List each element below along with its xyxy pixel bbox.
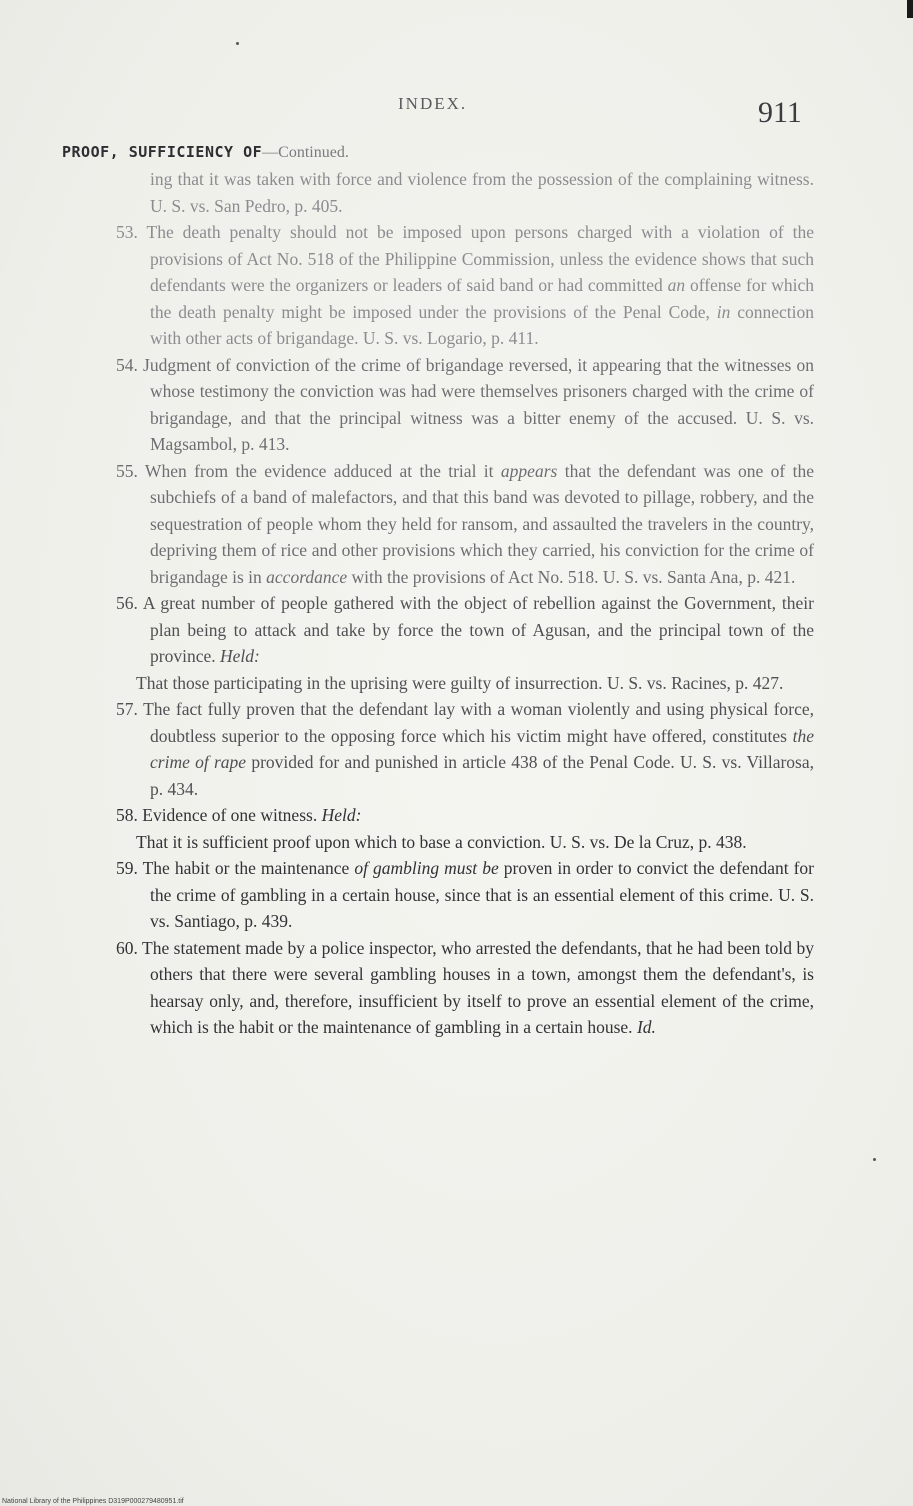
index-entry-56-holding: That those participating in the uprising were guilty of insurrection. U. S. vs. Racines, p. 427. xyxy=(136,672,784,693)
section-title: PROOF, SUFFICIENCY OF xyxy=(62,143,263,161)
index-entry-54: 54. Judgment of conviction of the crime of brigandage reversed, it appearing that the witnesses on whose testimony the conviction was had were themselves prisoners charged with the crime of brigandage, and that the principal witness was a bitter enemy of the accused. U. S. vs. Magsambol, p. 413. xyxy=(116,354,814,454)
case-citation: U. S. vs. Racines, p. 427. xyxy=(606,672,784,693)
running-head: INDEX. xyxy=(398,94,468,113)
page-number: 911 xyxy=(758,96,802,129)
held-label: Held: xyxy=(219,646,260,666)
index-entry-55: 55. When from the evidence adduced at the trial it appears that the defendant was one of the subchiefs of a band of malefactors, and that this band was devoted to pillage, robbery, and the sequestration of people whom they held for ransom, and assaulted the travelers in the country, depriving them of rice and other provisions which they carried, his conviction for the crime of brigandage is in accordance with the provisions of Act No. 518. U. S. vs. Santa Ana, p. 421. xyxy=(116,460,815,587)
index-entry-58-holding: That it is sufficient proof upon which to base a conviction. U. S. vs. De la Cruz, p. 438. xyxy=(136,831,747,852)
case-citation: Id. xyxy=(636,1017,656,1037)
index-entry-53: 53. The death penalty should not be imposed upon persons charged with a violation of the provisions of Act No. 518 of the Philippine Commission, unless the evidence shows that such defendants were the organizers or leaders of said band or had committed an offense for which the death penalty might be imposed under the provisions of the Penal Code, in connection with other acts of brigandage. U. S. vs. Logario, p. 411. xyxy=(116,222,815,348)
scan-credit: National Library of the Philippines D319P000279480951.tif xyxy=(2,1498,184,1505)
continued-entry: ing that it was taken with force and violence from the possession of the complaining witness. U. S. vs. San Pedro, p. 405. xyxy=(150,169,814,216)
scan-speck xyxy=(236,42,239,45)
index-entry-59: 59. The habit or the maintenance of gambling must be proven in order to convict the defendant for the crime of gambling in a certain house, since that is an essential element of this crime. U. S. vs. Santiago, p. 439. xyxy=(116,858,815,931)
case-citation: U. S. vs. Logario, p. 411. xyxy=(362,328,539,348)
case-citation: U. S. vs. Santa Ana, p. 421. xyxy=(602,566,796,587)
section-heading xyxy=(62,142,349,163)
scan-edge-mark xyxy=(907,0,913,18)
case-citation: U. S. vs. De la Cruz, p. 438. xyxy=(549,831,747,852)
section-continued: —Continued. xyxy=(262,144,349,161)
case-citation: U. S. vs. Magsambol, p. 413. xyxy=(150,407,814,454)
index-body xyxy=(116,166,814,1041)
case-citation: U. S. vs. Villarosa, p. 434. xyxy=(150,752,814,799)
held-label: Held: xyxy=(321,805,362,825)
scan-speck xyxy=(873,1158,876,1161)
case-citation: U. S. vs. San Pedro, p. 405. xyxy=(150,195,343,216)
case-citation: U. S. vs. Santiago, p. 439. xyxy=(150,884,814,931)
index-entry-58: 58. Evidence of one witness. Held: xyxy=(116,805,362,825)
index-entry-56: 56. A great number of people gathered with the object of rebellion against the Government, their plan being to attack and take by force the town of Agusan, and the principal town of the province. Held: xyxy=(116,593,814,666)
index-entry-60: 60. The statement made by a police inspector, who arrested the defendants, that he had been told by others that there were several gambling houses in a town, amongst them the defendant's, is hearsay only, and, therefore, insufficient by itself to prove an essential element of the crime, which is the habit or the maintenance of gambling in a certain house. Id. xyxy=(116,937,814,1037)
index-entry-57: 57. The fact fully proven that the defendant lay with a woman violently and using physical force, doubtless superior to the opposing force which his victim might have offered, constitutes the crime of rape provided for and punished in article 438 of the Penal Code. U. S. vs. Villarosa, p. 434. xyxy=(116,699,814,799)
